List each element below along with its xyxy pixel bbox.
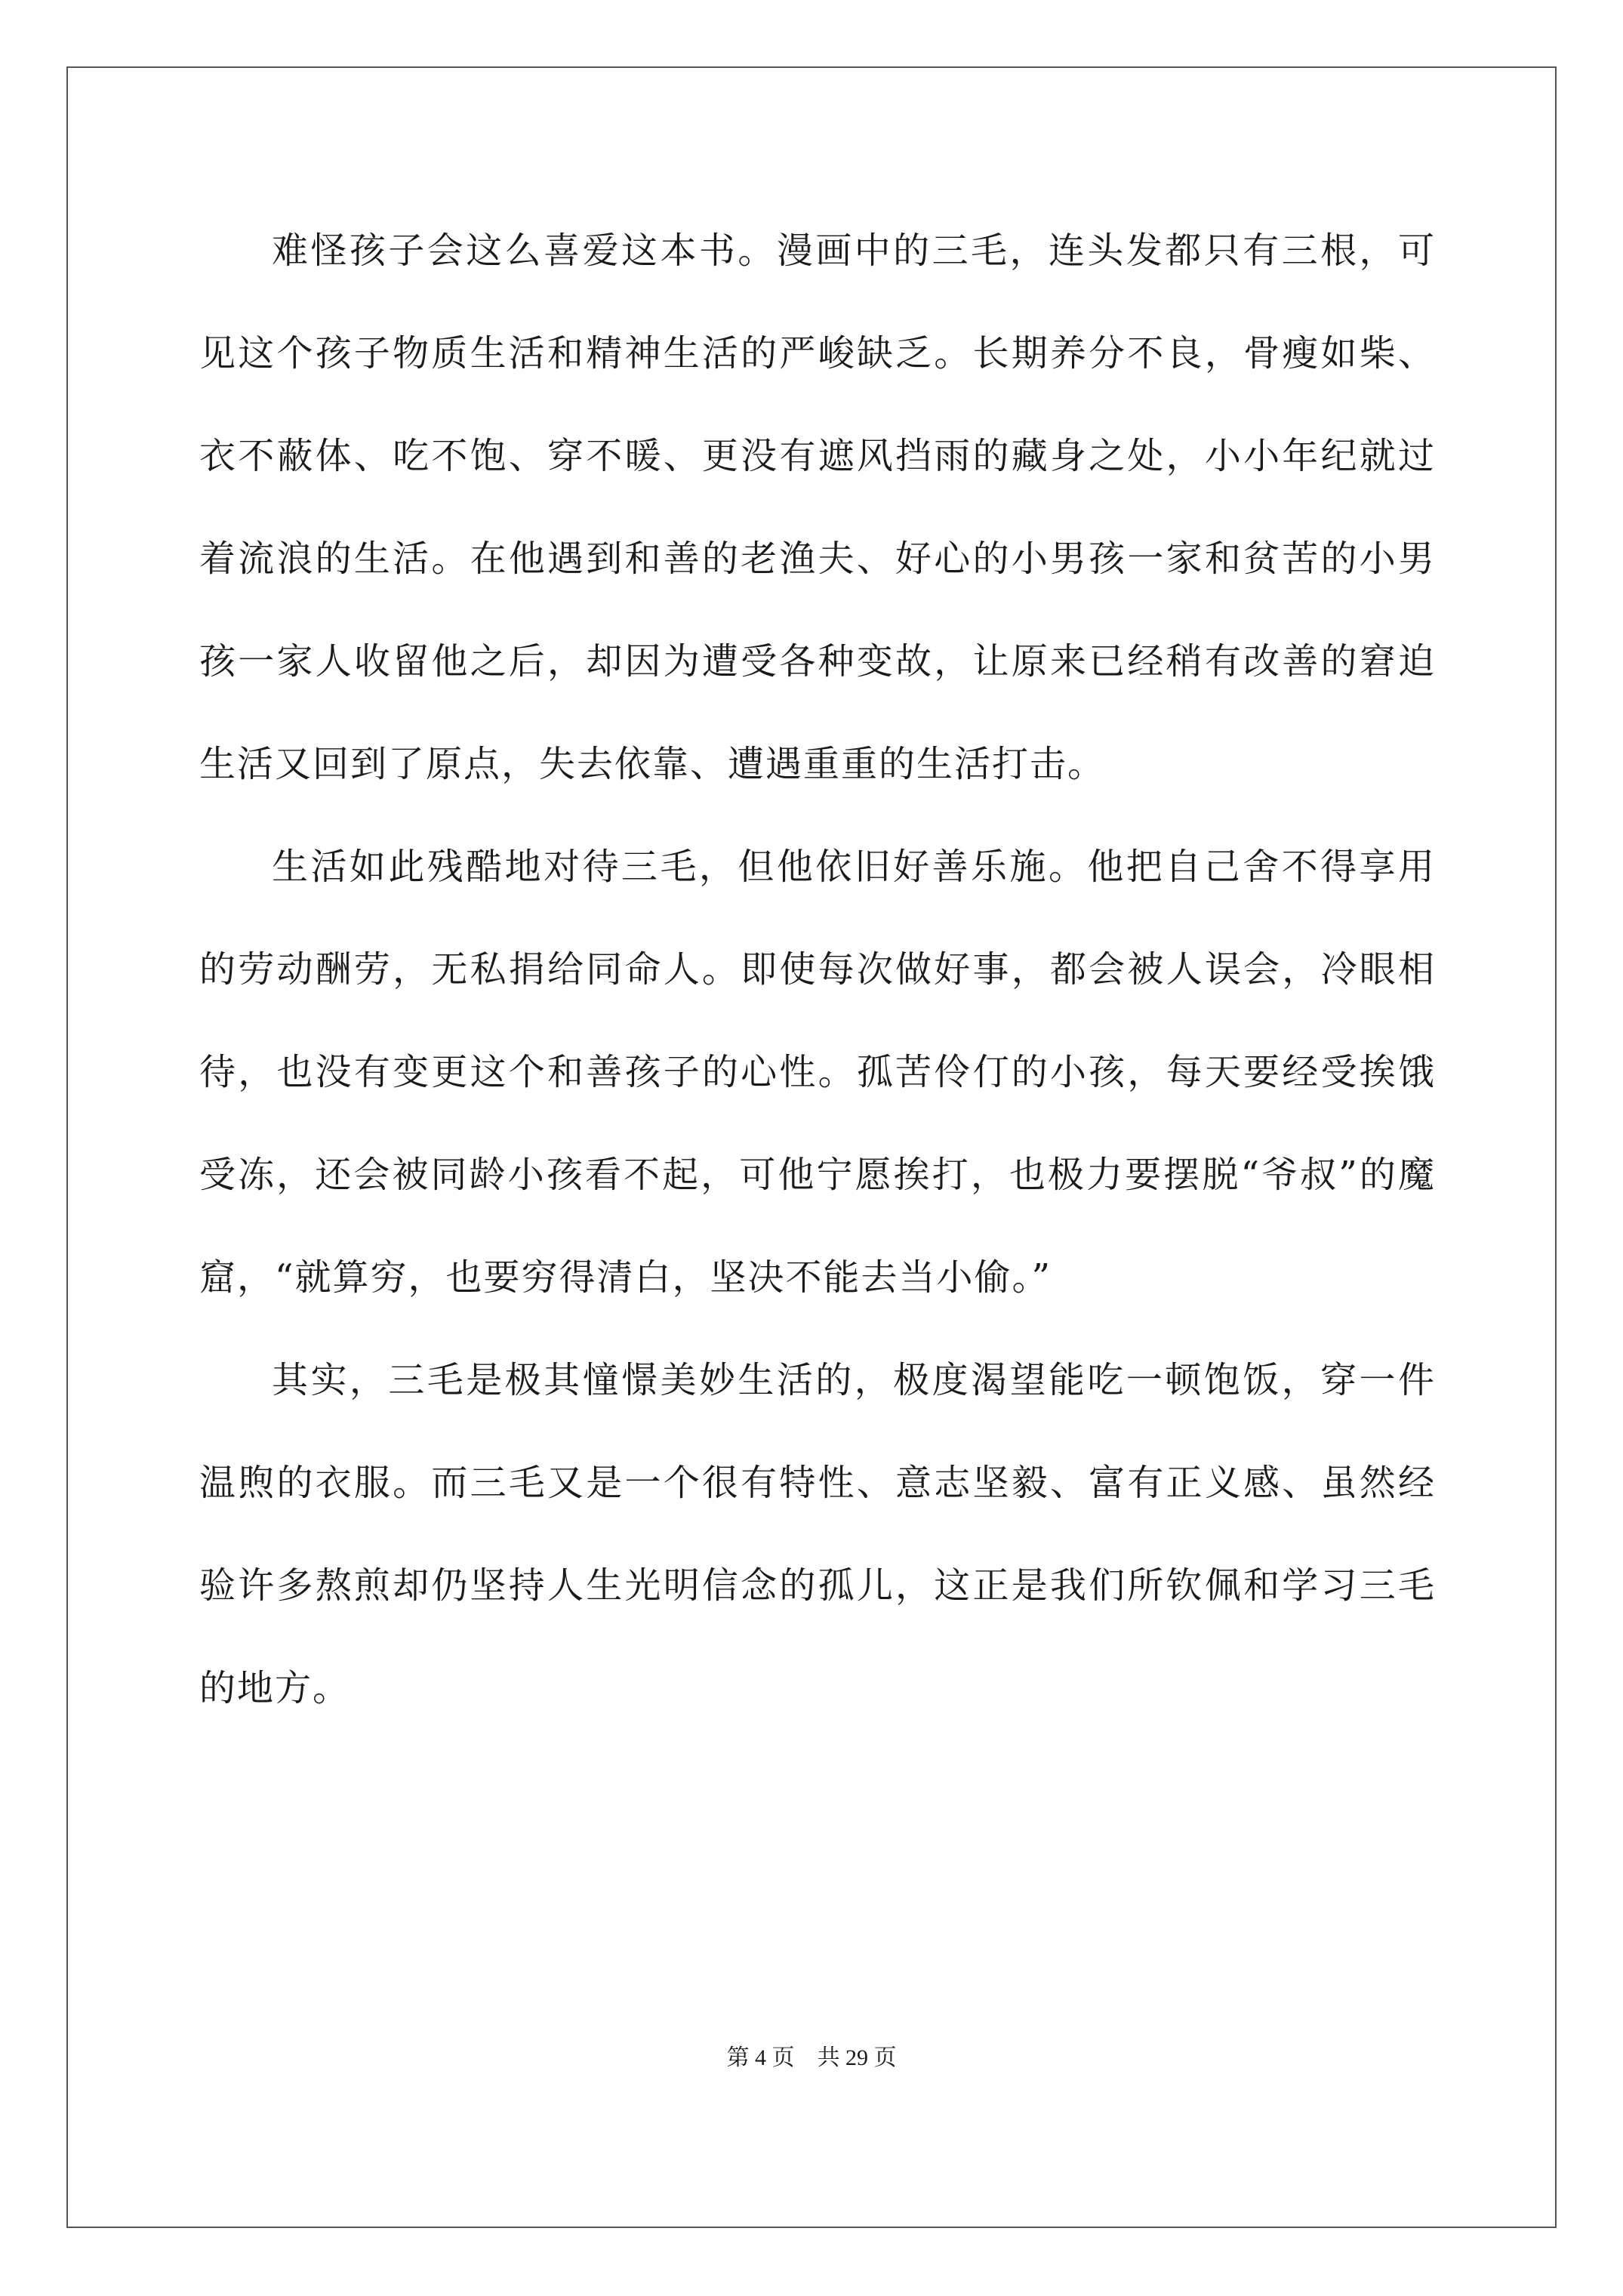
document-body xyxy=(199,199,1436,1740)
paragraph: 生活如此残酷地对待三毛，但他依旧好善乐施。他把自己舍不得享用的劳动酬劳，无私捐给同命人。即使每次做好事，都会被人误会，冷眼相待，也没有变更这个和善孩子的心性。孤苦伶仃的小孩，每天要经受挨饿受冻，还会被同龄小孩看不起，可他宁愿挨打，也极力要摆脱“爷叔”的魔窟，“就算穷，也要穷得清白，坚决不能去当小偷。” xyxy=(199,846,1436,1299)
paragraph: 其实，三毛是极其憧憬美妙生活的，极度渴望能吃一顿饱饭，穿一件温煦的衣服。而三毛又是一个很有特性、意志坚毅、富有正义感、虽然经验许多熬煎却仍坚持人生光明信念的孤儿，这正是我们所钦佩和学习三毛的地方。 xyxy=(199,1359,1436,1709)
page-footer xyxy=(0,2039,1623,2072)
page-number-current: 第 4 页 xyxy=(726,2045,795,2070)
paragraph: 难怪孩子会这么喜爱这本书。漫画中的三毛，连头发都只有三根，可见这个孩子物质生活和精神生活的严峻缺乏。长期养分不良，骨瘦如柴、衣不蔽体、吃不饱、穿不暖、更没有遮风挡雨的藏身之处，小小年纪就过着流浪的生活。在他遇到和善的老渔夫、好心的小男孩一家和贫苦的小男孩一家人收留他之后，却因为遭受各种变故，让原来已经稍有改善的窘迫生活又回到了原点，失去依靠、遭遇重重的生活打击。 xyxy=(199,230,1436,785)
page-number-total: 共 29 页 xyxy=(817,2045,897,2070)
footer-spacer xyxy=(795,2045,818,2070)
